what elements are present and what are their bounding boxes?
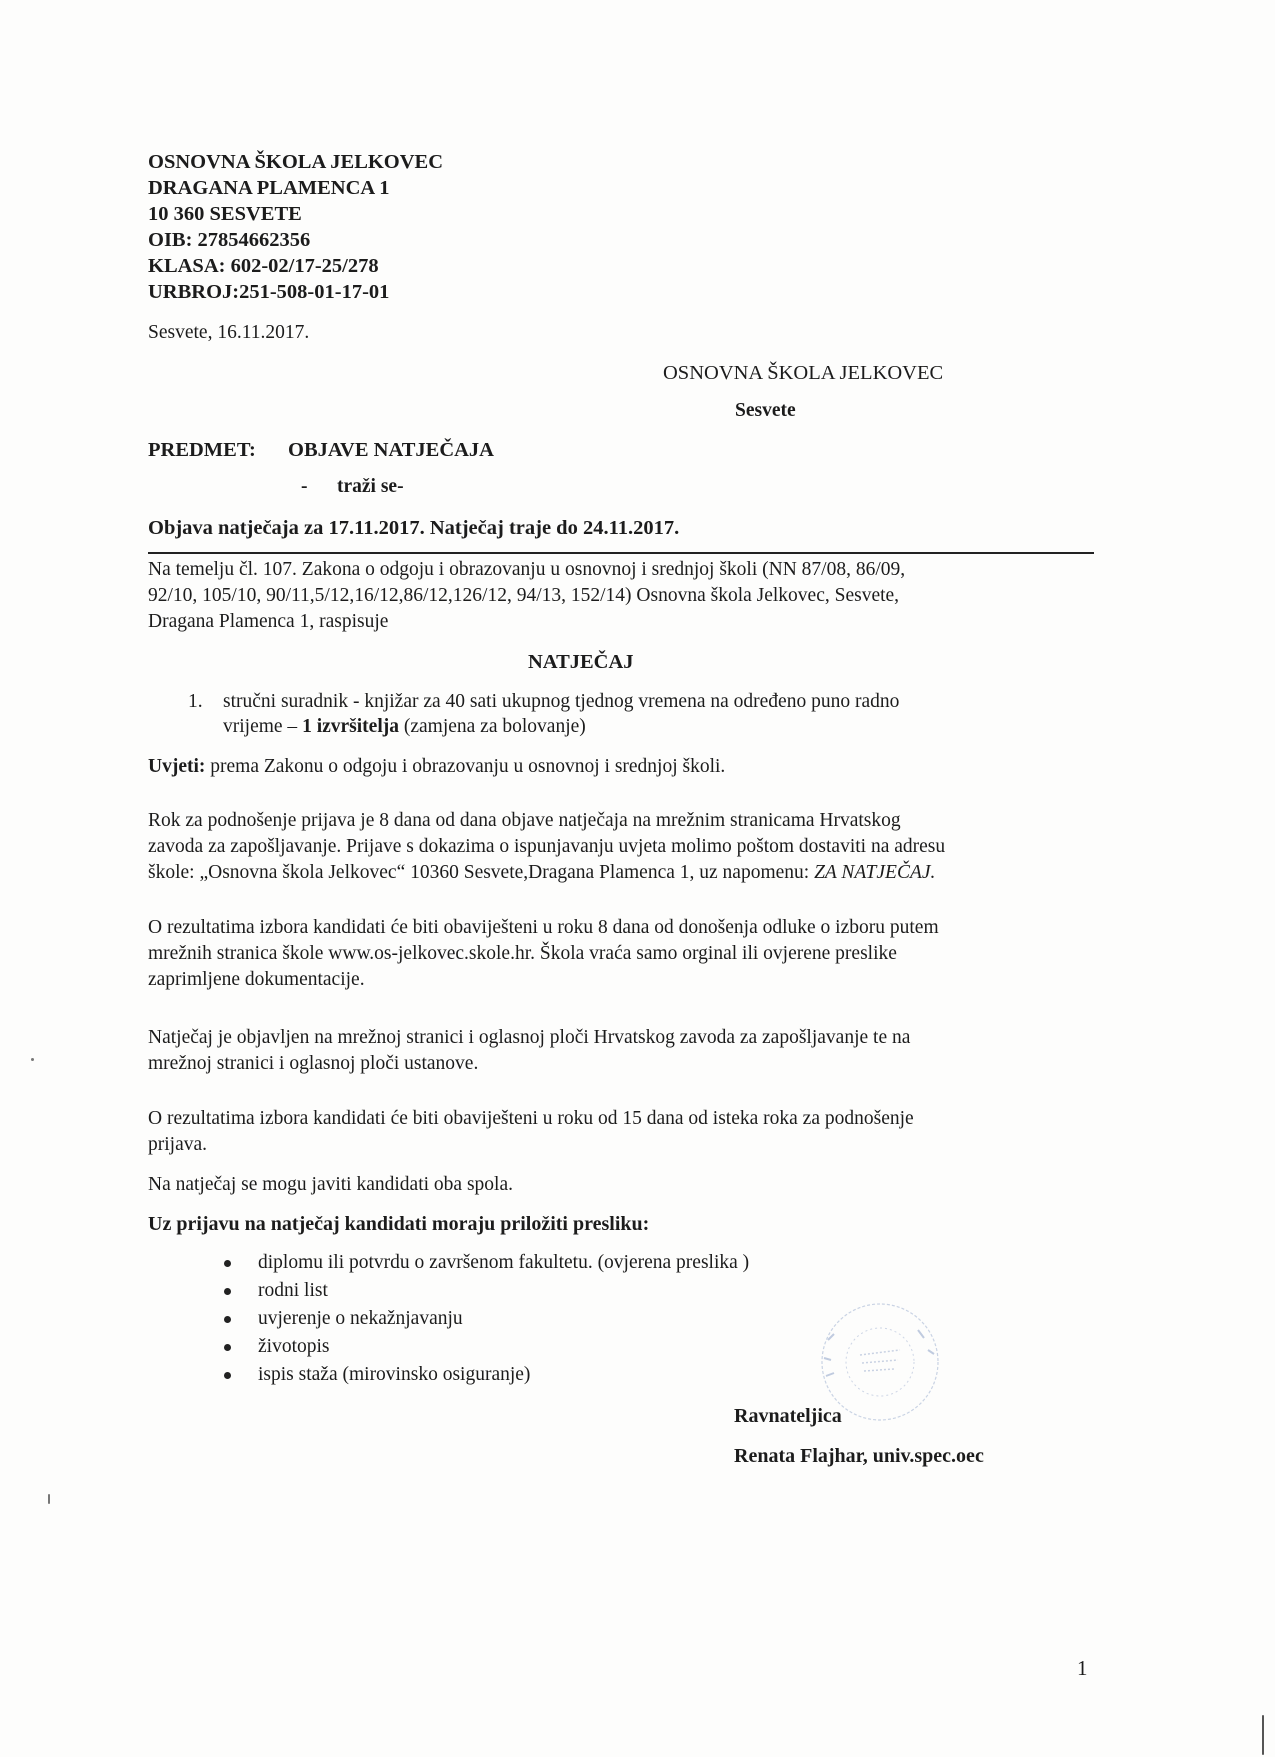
bullet-icon: [224, 1344, 231, 1351]
bullet-icon: [224, 1372, 231, 1379]
results-line: O rezultatima izbora kandidati će biti obaviješteni u roku 8 dana od donošenja odluke o izboru putem: [148, 917, 939, 938]
scan-speck: [31, 1058, 34, 1061]
signature-role: Ravnateljica: [734, 1405, 842, 1427]
scan-speck: [48, 1494, 50, 1504]
published-line: mrežnoj stranici i oglasnoj ploči ustanove.: [148, 1053, 479, 1074]
intro-line: Dragana Plamenca 1, raspisuje: [148, 611, 389, 632]
bullet-icon: [224, 1260, 231, 1267]
header-street: DRAGANA PLAMENCA 1: [148, 177, 390, 199]
header-city: 10 360 SESVETE: [148, 203, 302, 225]
natjecaj-title: NATJEČAJ: [528, 651, 634, 673]
header-school: OSNOVNA ŠKOLA JELKOVEC: [148, 151, 444, 173]
attachment-item: uvjerenje o nekažnjavanju: [258, 1308, 463, 1329]
recipient-place: Sesvete: [735, 400, 796, 421]
position-line2-pre: vrijeme –: [223, 716, 303, 737]
position-number: 1.: [188, 691, 203, 712]
subject-label: PREDMET:: [148, 439, 256, 461]
published-line: Natječaj je objavljen na mrežnoj stranici i oglasnoj ploči Hrvatskog zavoda za zapošljavanje te na: [148, 1027, 911, 1048]
position-count: 1 izvršitelja: [302, 716, 399, 737]
scan-edge-mark: [1262, 1715, 1264, 1755]
publication-line: Objava natječaja za 17.11.2017. Natječaj traje do 24.11.2017.: [148, 517, 680, 539]
intro-line: 92/10, 105/10, 90/11,5/12,16/12,86/12,126/12, 94/13, 152/14) Osnovna škola Jelkovec, Sesvete,: [148, 585, 900, 606]
intro-line: Na temelju čl. 107. Zakona o odgoju i obrazovanju u osnovnoj i srednjoj školi (NN 87/08, 86/09,: [148, 559, 906, 580]
deadline-paragraph: [148, 808, 1088, 886]
conditions-line: [148, 754, 725, 780]
conditions-text: prema Zakonu o odgoju i obrazovanju u osnovnoj i srednjoj školi.: [205, 756, 726, 777]
attach-heading: Uz prijavu na natječaj kandidati moraju priložiti presliku:: [148, 1213, 650, 1235]
attachment-item: ispis staža (mirovinsko osiguranje): [258, 1364, 531, 1385]
subject-dash: -: [301, 476, 308, 497]
position-line2-post: (zamjena za bolovanje): [398, 716, 586, 737]
page-number: 1: [1077, 1656, 1088, 1680]
bullet-icon: [224, 1316, 231, 1323]
position-line1: stručni suradnik - knjižar za 40 sati ukupnog tjednog vremena na određeno puno radno: [223, 691, 900, 712]
subject-title: OBJAVE NATJEČAJA: [288, 439, 494, 461]
deadline-note: ZA NATJEČAJ.: [814, 862, 936, 883]
date-line: Sesvete, 16.11.2017.: [148, 322, 310, 343]
attachment-item: rodni list: [258, 1280, 328, 1301]
attachment-item: životopis: [258, 1336, 330, 1357]
deadline-line: zavoda za zapošljavanje. Prijave s dokazima o ispunjavanju uvjeta molimo poštom dostaviti na adresu: [148, 836, 946, 857]
deadline-line: Rok za podnošenje prijava je 8 dana od dana objave natječaja na mrežnim stranicama Hrvatskog: [148, 810, 901, 831]
header-urbroj: URBROJ:251-508-01-17-01: [148, 281, 390, 303]
results2-paragraph: [148, 1106, 1088, 1158]
recipient-name: OSNOVNA ŠKOLA JELKOVEC: [663, 362, 944, 384]
intro-paragraph: [148, 557, 1088, 635]
separator-rule: [148, 552, 1094, 554]
deadline-line-last: [148, 860, 1088, 886]
conditions-label: Uvjeti:: [148, 756, 206, 777]
position-line2: [223, 714, 586, 740]
results-line: zaprimljene dokumentacije.: [148, 969, 365, 990]
results-paragraph: [148, 915, 1088, 993]
both-sexes-line: Na natječaj se mogu javiti kandidati oba spola.: [148, 1174, 513, 1195]
results2-line: O rezultatima izbora kandidati će biti obaviješteni u roku od 15 dana od isteka roka za podnošenje: [148, 1108, 914, 1129]
header-klasa: KLASA: 602-02/17-25/278: [148, 255, 379, 277]
results-line: mrežnih stranica škole www.os-jelkovec.skole.hr. Škola vraća samo orginal ili ovjerene preslike: [148, 943, 897, 964]
results2-line: prijava.: [148, 1134, 208, 1155]
bullet-icon: [224, 1288, 231, 1295]
subject-sub: traži se-: [337, 476, 404, 497]
signature-name: Renata Flajhar, univ.spec.oec: [734, 1445, 984, 1467]
published-paragraph: [148, 1025, 1088, 1077]
deadline-last-text: škole: „Osnovna škola Jelkovec“ 10360 Sesvete,Dragana Plamenca 1, uz napomenu:: [148, 862, 815, 883]
attachment-item: diplomu ili potvrdu o završenom fakultetu. (ovjerena preslika ): [258, 1252, 750, 1273]
header-oib: OIB: 27854662356: [148, 229, 311, 251]
